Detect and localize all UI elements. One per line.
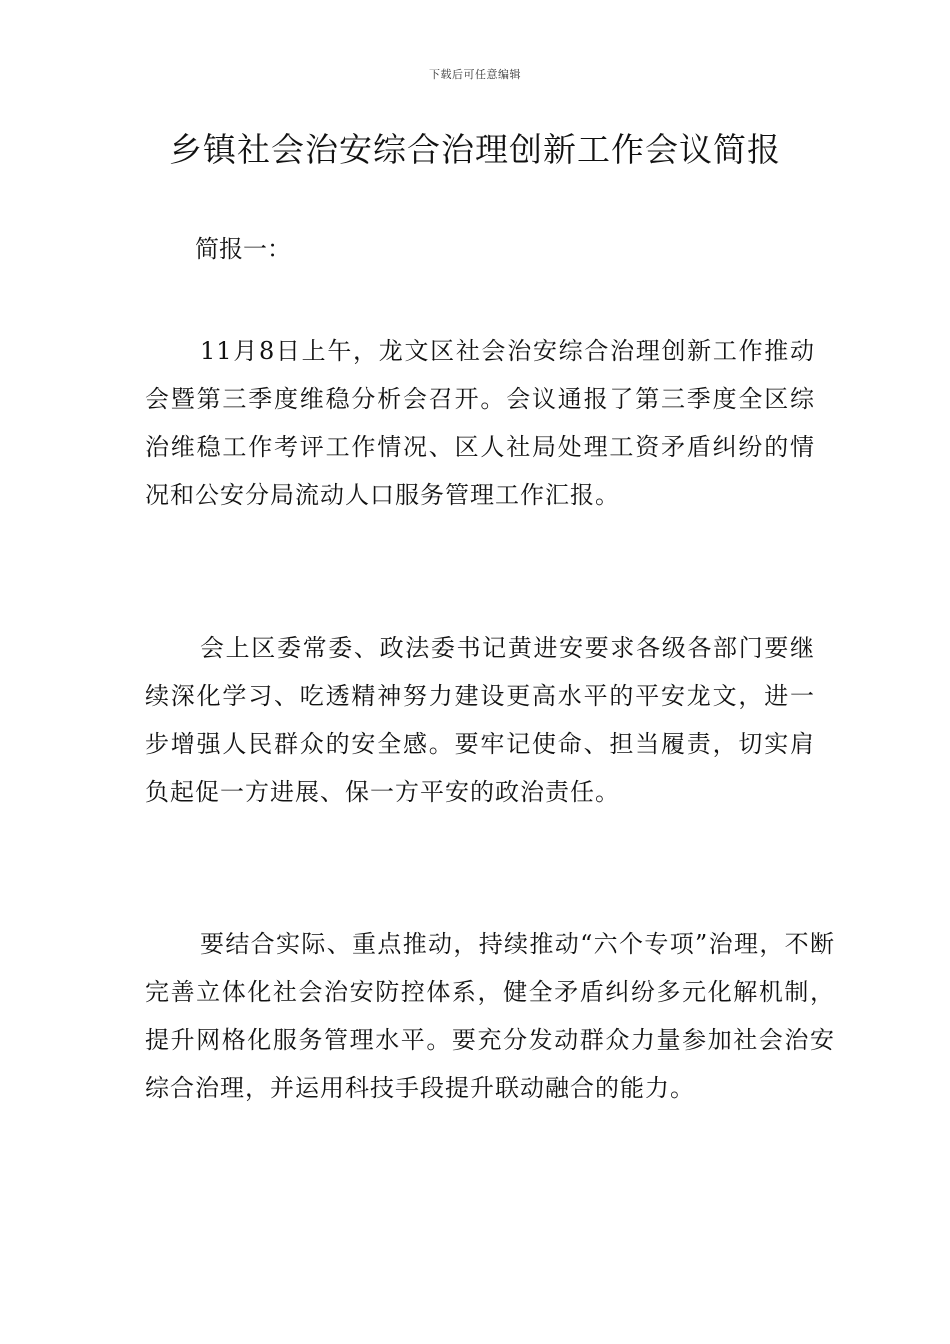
header-note: 下载后可任意编辑 xyxy=(429,68,521,81)
document-title: 乡镇社会治安综合治理创新工作会议简报 xyxy=(169,130,781,169)
paragraph-1: 11月8日上午，龙文区社会治安综合治理创新工作推动会暨第三季度维稳分析会召开。会议通报了第三季度全区综治维稳工作考评工作情况、区人社局处理工资矛盾纠纷的情况和公安分局流动人口服务管理工作汇报。 xyxy=(145,337,815,509)
section-label: 简报一： xyxy=(195,235,291,263)
paragraph-3: 要结合实际、重点推动，持续推动“六个专项”治理，不断完善立体化社会治安防控体系，健全矛盾纠纷多元化解机制，提升网格化服务管理水平。要充分发动群众力量参加社会治安综合治理，并运用科技手段提升联动融合的能力。 xyxy=(145,930,835,1102)
paragraph-2: 会上区委常委、政法委书记黄进安要求各级各部门要继续深化学习、吃透精神努力建设更高水平的平安龙文，进一步增强人民群众的安全感。要牢记使命、担当履责，切实肩负起促一方进展、保一方平安的政治责任。 xyxy=(145,634,815,806)
